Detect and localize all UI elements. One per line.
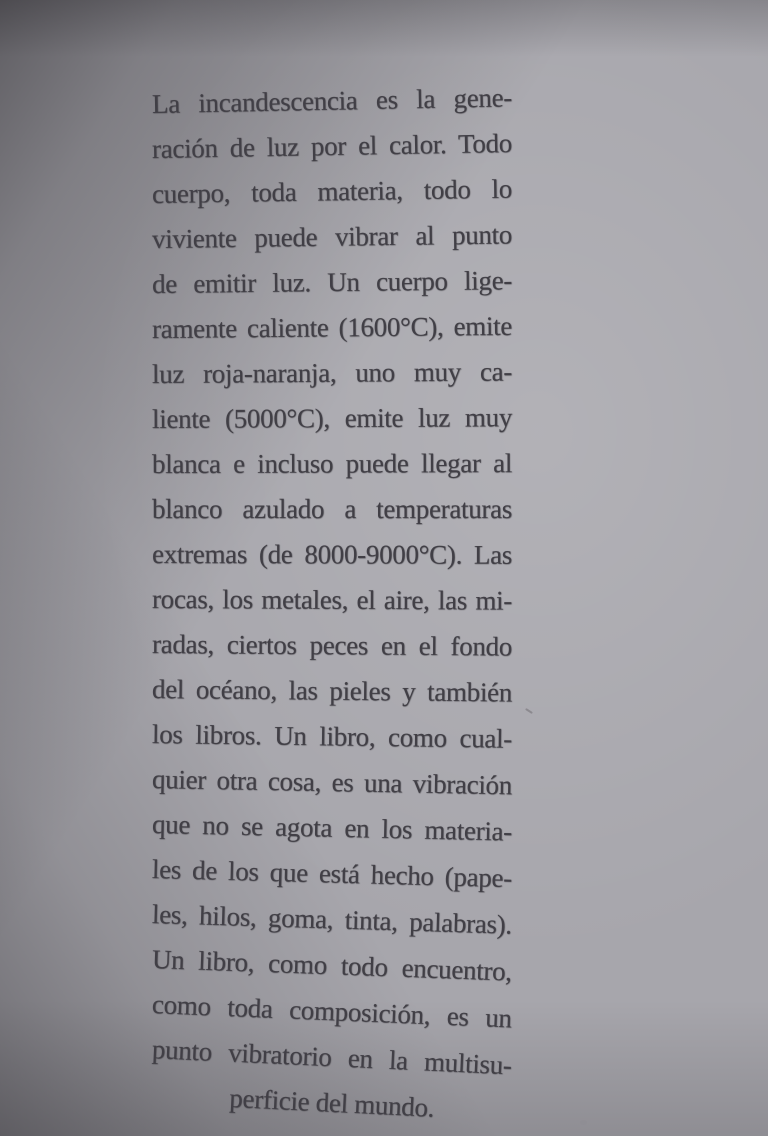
text-line: luz roja-naranja, uno muy ca-: [151, 356, 513, 389]
text-line: blanco azulado a temperaturas: [152, 494, 512, 524]
text-line: rocas, los metales, el aire, las mi-: [151, 584, 513, 616]
text-line: extremas (de 8000-9000°C). Las: [151, 539, 513, 570]
text-line: les, hilos, goma, tinta, palabras).: [151, 899, 513, 940]
text-line: los libros. Un libro, como cual-: [151, 719, 513, 754]
text-line: ramente caliente (1600°C), emite: [151, 310, 513, 344]
paper-speck: [580, 1120, 587, 1125]
text-line: punto vibratorio en la multisu-: [151, 1034, 513, 1081]
text-line: de emitir luz. Un cuerpo lige-: [151, 265, 513, 299]
text-line: quier otra cosa, es una vibración: [151, 764, 513, 801]
text-line: viviente puede vibrar al punto: [151, 219, 513, 254]
text-line: Un libro, como todo encuentro,: [151, 944, 513, 987]
text-line: como toda composición, es un: [151, 989, 513, 1034]
text-line: del océano, las pieles y también: [151, 674, 513, 708]
text-line: cuerpo, toda materia, todo lo: [151, 173, 513, 209]
text-line: perficie del mundo.: [228, 1082, 435, 1123]
text-line: ración de luz por el calor. Todo: [151, 128, 513, 164]
text-line: radas, ciertos peces en el fondo: [151, 629, 513, 662]
text-line: que no se agota en los materia-: [151, 809, 513, 847]
text-line: les de los que está hecho (pape-: [151, 854, 513, 894]
text-line: blanca e incluso puede llegar al: [151, 448, 513, 479]
page-text: [151, 82, 513, 1123]
paper-speck: [525, 708, 533, 714]
text-line: liente (5000°C), emite luz muy: [151, 402, 513, 434]
text-line: La incandescencia es la gene-: [151, 82, 513, 119]
